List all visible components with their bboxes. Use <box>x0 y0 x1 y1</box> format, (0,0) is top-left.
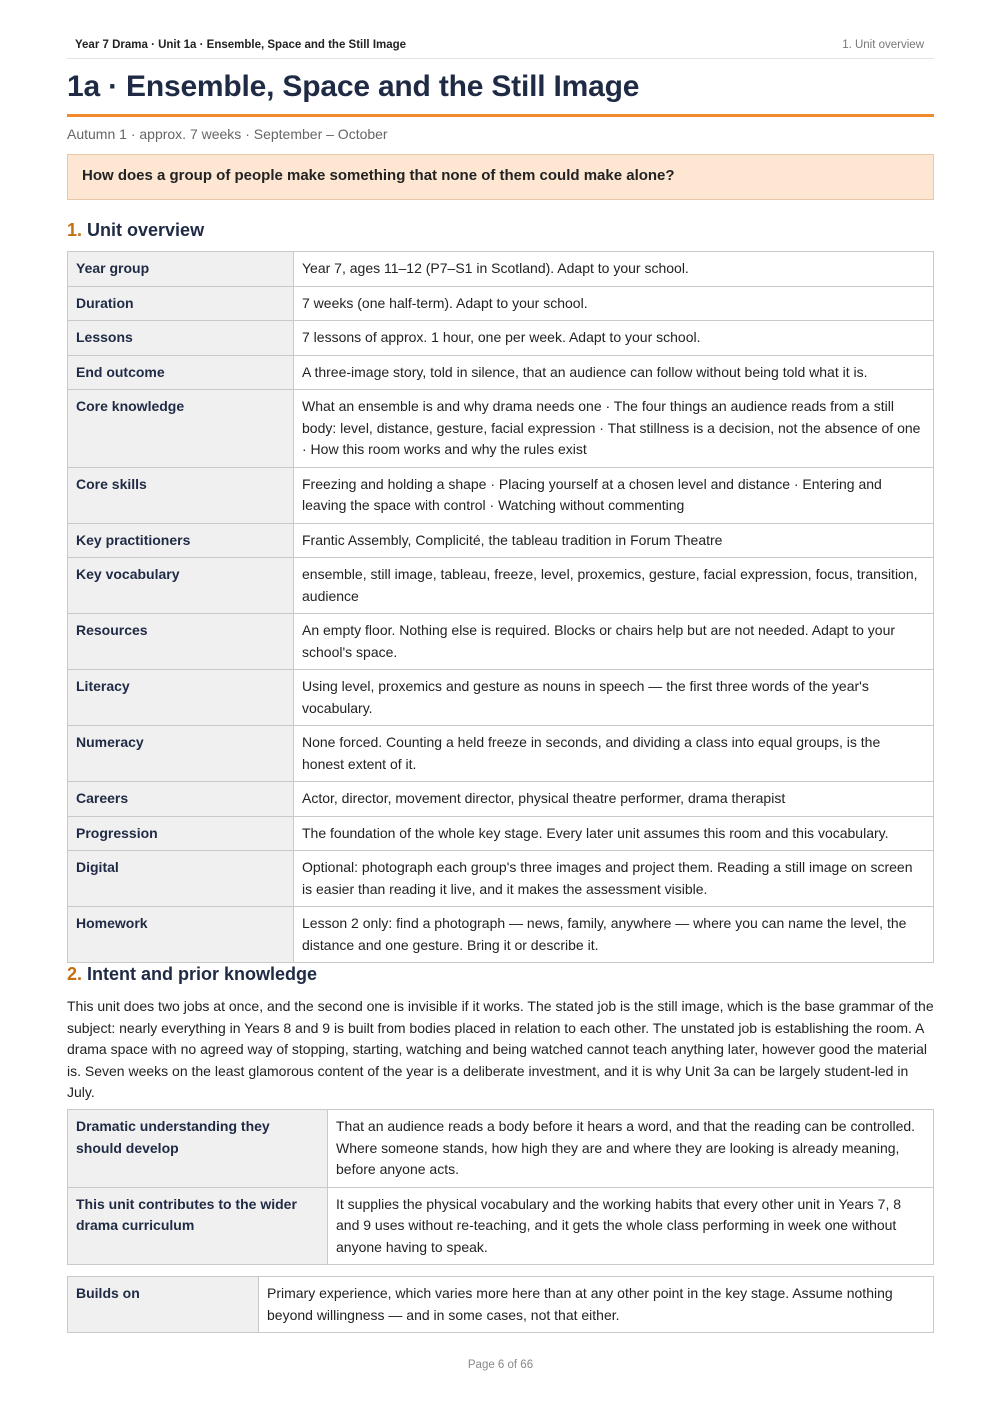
row-value: ensemble, still image, tableau, freeze, level, proxemics, gesture, facial expression, focus, transition, audience <box>294 558 934 614</box>
unit-overview-table <box>67 251 934 963</box>
row-label: Key practitioners <box>68 523 294 558</box>
row-value: Using level, proxemics and gesture as nouns in speech — the first three words of the year's vocabulary. <box>294 670 934 726</box>
row-label: Core skills <box>68 467 294 523</box>
section-number: 1. <box>67 220 83 240</box>
table-row <box>68 321 934 356</box>
table-row <box>68 1277 934 1333</box>
row-value: Lesson 2 only: find a photograph — news, family, anywhere — where you can name the level, the distance and one gesture. Bring it or describe it. <box>294 907 934 963</box>
row-value: An empty floor. Nothing else is required. Blocks or chairs help but are not needed. Adapt to your school's space. <box>294 614 934 670</box>
row-label: Dramatic understanding they should develop <box>68 1110 328 1188</box>
table-row <box>68 816 934 851</box>
key-question-text: How does a group of people make something that none of them could make alone? <box>82 167 675 184</box>
title-divider <box>67 114 934 117</box>
row-value: Primary experience, which varies more here than at any other point in the key stage. Assume nothing beyond willingness — and in some cases, not that either. <box>259 1277 934 1333</box>
row-label: Careers <box>68 782 294 817</box>
row-label: This unit contributes to the wider drama curriculum <box>68 1187 328 1265</box>
running-header-section: 1. Unit overview <box>842 39 924 51</box>
row-label: Digital <box>68 851 294 907</box>
row-label: Numeracy <box>68 726 294 782</box>
table-row <box>68 355 934 390</box>
section-number: 2. <box>67 964 83 984</box>
row-label: Resources <box>68 614 294 670</box>
row-value: Year 7, ages 11–12 (P7–S1 in Scotland). Adapt to your school. <box>294 252 934 287</box>
row-label: Homework <box>68 907 294 963</box>
table-row <box>68 390 934 468</box>
table-row <box>68 286 934 321</box>
intent-table <box>67 1109 934 1265</box>
table-row <box>68 907 934 963</box>
intent-paragraph: This unit does two jobs at once, and the second one is invisible if it works. The stated job is the still image, which is the base grammar of the subject: nearly everything in Years 8 and 9 is built from bodies placed in relation to each other. The unstated job is establishing the room. A drama space with no agreed way of stopping, starting, watching and being watched cannot teach anything later, however good the material is. Seven weeks on the least glamorous content of the year is a deliberate investment, and it is why Unit 3a can be largely student-led in July. <box>67 998 934 1100</box>
row-label: Core knowledge <box>68 390 294 468</box>
table-row <box>68 782 934 817</box>
row-label: Literacy <box>68 670 294 726</box>
table-row <box>68 726 934 782</box>
row-value: Freezing and holding a shape · Placing yourself at a chosen level and distance · Entering and leaving the space with control · Watching without commenting <box>294 467 934 523</box>
table-row <box>68 670 934 726</box>
row-label: Key vocabulary <box>68 558 294 614</box>
row-value: 7 weeks (one half-term). Adapt to your school. <box>294 286 934 321</box>
row-label: Duration <box>68 286 294 321</box>
row-value: 7 lessons of approx. 1 hour, one per week. Adapt to your school. <box>294 321 934 356</box>
page-title: 1a · Ensemble, Space and the Still Image <box>67 70 640 103</box>
row-value: Actor, director, movement director, physical theatre performer, drama therapist <box>294 782 934 817</box>
table-row <box>68 851 934 907</box>
table-row <box>68 1187 934 1265</box>
row-value: Optional: photograph each group's three images and project them. Reading a still image on screen is easier than reading it live, and it makes the assessment visible. <box>294 851 934 907</box>
page-subtitle: Autumn 1 · approx. 7 weeks · September – October <box>67 126 388 142</box>
builds-on-table <box>67 1276 934 1333</box>
row-value: None forced. Counting a held freeze in seconds, and dividing a class into equal groups, is the honest extent of it. <box>294 726 934 782</box>
row-value: It supplies the physical vocabulary and the working habits that every other unit in Years 7, 8 and 9 uses without re-teaching, and it gets the whole class performing in week one without anyone having to speak. <box>328 1187 934 1265</box>
table-row <box>68 614 934 670</box>
row-value: What an ensemble is and why drama needs one · The four things an audience reads from a still body: level, distance, gesture, facial expression · That stillness is a decision, not the absence of one · How this room works and why the rules exist <box>294 390 934 468</box>
table-row <box>68 252 934 287</box>
table-row <box>68 523 934 558</box>
row-value: Frantic Assembly, Complicité, the tableau tradition in Forum Theatre <box>294 523 934 558</box>
row-label: Lessons <box>68 321 294 356</box>
page-number: Page 6 of 66 <box>467 1359 534 1371</box>
section-title: Intent and prior knowledge <box>87 964 318 984</box>
running-header-title: Year 7 Drama · Unit 1a · Ensemble, Space and the Still Image <box>75 39 407 51</box>
row-label: Builds on <box>68 1277 259 1333</box>
row-value: The foundation of the whole key stage. Every later unit assumes this room and this vocabulary. <box>294 816 934 851</box>
table-row <box>68 558 934 614</box>
row-label: Progression <box>68 816 294 851</box>
section-heading-intent <box>67 964 317 985</box>
running-header <box>67 38 934 59</box>
table-row <box>68 467 934 523</box>
row-value: A three-image story, told in silence, that an audience can follow without being told what it is. <box>294 355 934 390</box>
row-label: Year group <box>68 252 294 287</box>
section-heading-unit-overview <box>67 220 204 241</box>
row-value: That an audience reads a body before it hears a word, and that the reading can be controlled. Where someone stands, how high they are and where they are looking is already meaning, before anyone acts. <box>328 1110 934 1188</box>
row-label: End outcome <box>68 355 294 390</box>
table-row <box>68 1110 934 1188</box>
key-question-callout <box>67 154 934 200</box>
section-title: Unit overview <box>87 220 205 240</box>
